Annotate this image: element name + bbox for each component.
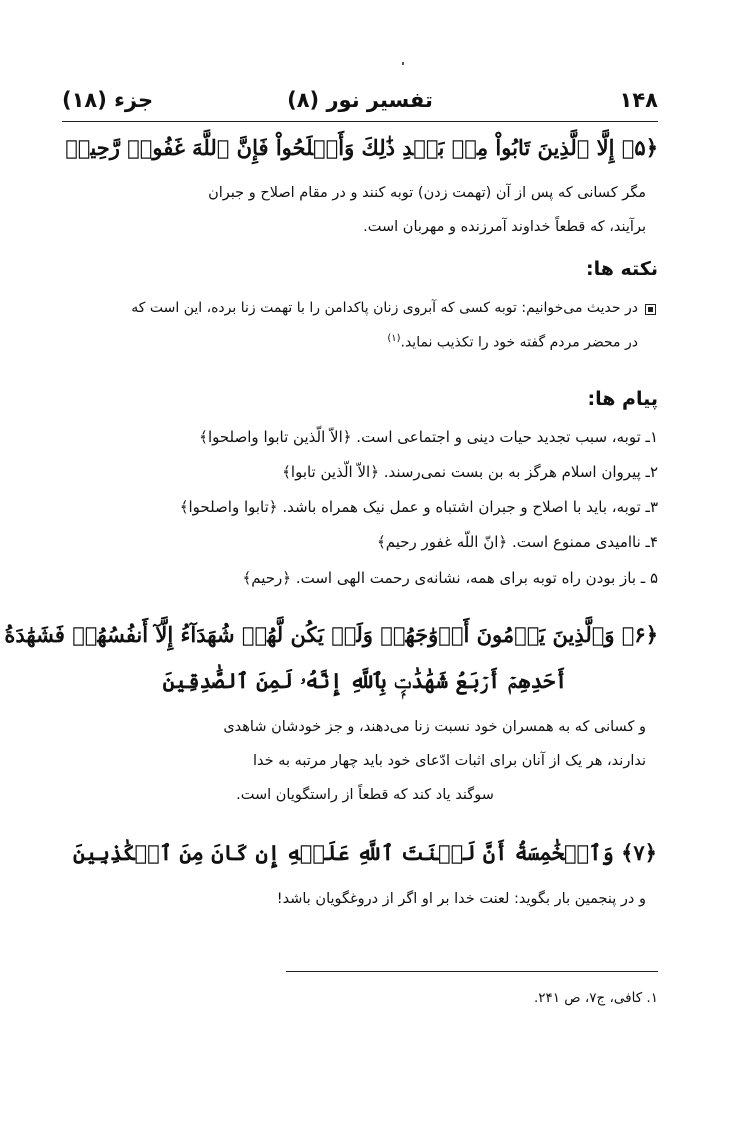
verse-5-arabic: ﴿۵﴾ إِلَّا ٱلَّذِينَ تَابُواْ مِنۢ بَعۡدِ ذَٰلِكَ وَأَصۡلَحُواْ فَإِنَّ ٱللَّهَ غَفُورٞ رَّحِيمٞ bbox=[65, 135, 658, 160]
juz-label: جزء (۱۸) bbox=[62, 88, 154, 112]
note-bullet-icon bbox=[645, 304, 656, 315]
messages-heading: پیام ها: bbox=[587, 388, 658, 410]
footnote-divider bbox=[286, 971, 658, 972]
verse-6-arabic-line-1: ﴿۶﴾ وَٱلَّذِينَ يَرۡمُونَ أَزۡوَٰجَهُمۡ وَلَمۡ يَكُن لَّهُمۡ شُهَدَآءُ إِلَّآ أَنفُسُهُمۡ فَشَهَٰدَةُ bbox=[4, 622, 658, 647]
header-divider bbox=[62, 121, 658, 122]
message-item: ۲ـ پیروان اسلام هرگز به بن بست نمی‌رسند. ﴿الاّ الّذین تابوا﴾ bbox=[282, 463, 658, 481]
translation-line: مگر کسانی که پس از آن (تهمت زدن) توبه کنند و در مقام اصلاح و جبران bbox=[208, 185, 646, 201]
verse-6-arabic-line-2: أَحَدِهِمۡ أَرۡبَعُ شَهَٰدَٰتِۭ بِٱللَّهِ إِنَّهُۥ لَمِنَ ٱلصَّٰدِقِينَ bbox=[162, 668, 568, 693]
book-title: تفسیر نور (۸) bbox=[287, 88, 433, 112]
translation-line: سوگند یاد کند که قطعاً از راستگویان است. bbox=[236, 787, 494, 803]
footnote-ref: (۱) bbox=[387, 333, 401, 344]
translation-line: و کسانی که به همسران خود نسبت زنا می‌دهند، و جز خودشان شاهدی bbox=[223, 719, 646, 735]
message-item: ۱ـ توبه، سبب تجدید حیات دینی و اجتماعی است. ﴿الاّ الّذین تابوا واصلحوا﴾ bbox=[199, 428, 658, 446]
translation-line: ندارند، هر یک از آنان برای اثبات ادّعای خود باید چهار مرتبه به خدا bbox=[252, 753, 646, 769]
note-line bbox=[387, 333, 638, 351]
message-item: ۴ـ ناامیدی ممنوع است. ﴿انّ اللّه غفور رحیم﴾ bbox=[376, 533, 658, 551]
verse-7-arabic: ﴿۷﴾ وَٱلۡخَٰمِسَةُ أَنَّ لَعۡنَتَ ٱللَّهِ عَلَيۡهِ إِن كَانَ مِنَ ٱلۡكَٰذِبِينَ bbox=[73, 840, 657, 865]
translation-line: و در پنجمین بار بگوید: لعنت خدا بر او اگر از دروغگویان باشد! bbox=[276, 891, 646, 907]
note-line: در حدیث می‌خوانیم: توبه کسی که آبروی زنان پاکدامن را با تهمت زنا برده، این است که bbox=[131, 300, 638, 316]
message-item: ۵ ـ باز بودن راه توبه برای همه، نشانه‌ی رحمت الهی است. ﴿رحیم﴾ bbox=[242, 569, 658, 587]
message-item: ۳ـ توبه، باید با اصلاح و جبران اشتباه و عمل نیک همراه باشد. ﴿تابوا واصلحوا﴾ bbox=[179, 498, 658, 516]
running-header bbox=[62, 88, 658, 122]
notes-heading: نکته ها: bbox=[586, 258, 658, 280]
verse-7-translation bbox=[84, 882, 646, 916]
page-number: ۱۴۸ bbox=[619, 88, 658, 112]
verse-6-translation bbox=[84, 710, 646, 812]
verse-5-translation bbox=[84, 176, 646, 244]
print-mark bbox=[402, 62, 404, 65]
footnote: ۱. کافی، ج۷، ص ۲۴۱. bbox=[533, 990, 658, 1006]
translation-line: برآیند، که قطعاً خداوند آمرزنده و مهربان است. bbox=[363, 219, 646, 235]
note-line-text: در محضر مردم گفته خود را تکذیب نماید. bbox=[400, 334, 638, 351]
